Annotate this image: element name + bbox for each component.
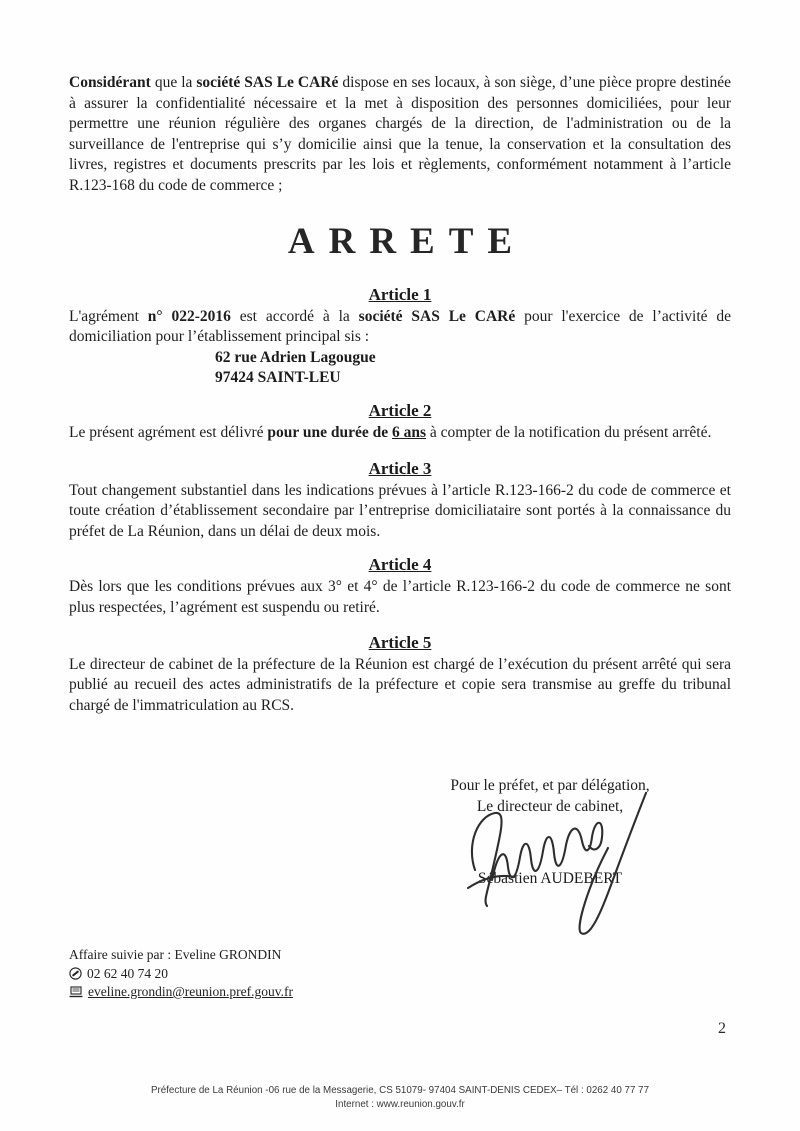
considerant-lead: Considérant [69, 74, 151, 91]
phone-icon [69, 967, 82, 980]
footer-address-line: Préfecture de La Réunion -06 rue de la Messagerie, CS 51079- 97404 SAINT-DENIS CEDEX– Tél : 0262 40 77 77 [150, 1085, 650, 1096]
company-name: société SAS Le CARé [196, 74, 339, 91]
email-address: eveline.grondin@reunion.pref.gouv.fr [88, 984, 293, 999]
article-3-heading: Article 3 [368, 458, 432, 478]
article-5-text: Le directeur de cabinet de la préfecture de la Réunion est chargé de l’exécution du présent arrêté qui sera publié au recueil des actes administratifs de la préfecture et copie sera transmise au greffe du tribunal chargé de l'immatriculation au RCS. [69, 655, 731, 714]
signatory-name: Sébastien AUDEBERT [477, 870, 623, 887]
arrete-title: ARRETE [287, 220, 527, 262]
article-1-text: L'agrément n° 022-2016 est accordé à la société SAS Le CARé pour l'exercice de l’activité de domiciliation pour l’établissement principal sis : [69, 307, 731, 346]
article-2-text: Le présent agrément est délivré pour une durée de 6 ans à compter de la notification du présent arrêté. [69, 423, 712, 441]
article-4-text: Dès lors que les conditions prévues aux 3° et 4° de l’article R.123-166-2 du code de commerce ne sont plus respectées, l’agrément est suspendu ou retiré. [69, 578, 731, 616]
document-body [69, 73, 731, 716]
signature-function-line: Le directeur de cabinet, [476, 797, 624, 815]
phone-number: 02 62 40 74 20 [87, 965, 168, 981]
footer [0, 1084, 800, 1112]
article-5-heading: Article 5 [368, 632, 432, 652]
agrement-number: n° 022-2016 [147, 307, 231, 325]
footer-internet-line: Internet : www.reunion.gouv.fr [335, 1099, 465, 1110]
contact-block [69, 946, 293, 1002]
signature-delegation-line: Pour le préfet, et par délégation, [450, 777, 650, 794]
establishment-address [215, 348, 731, 389]
article-4-heading: Article 4 [368, 555, 432, 575]
address-city: 97424 SAINT-LEU [215, 369, 341, 387]
signature-block [400, 776, 700, 890]
email-icon [69, 986, 83, 998]
considerant-paragraph: Considérant que la société SAS Le CARé dispose en ses locaux, à son siège, d’une pièce propre destinée à assurer la confidentialité nécessaire et la met à disposition des personnes domiciliées, pour leur permettre une réunion régulière des organes chargés de la direction, de l'administration ou de la surveillance de l'entreprise qui s’y domicilie ainsi que la tenue, la conservation et la consultation des livres, registres et documents prescrits par les lois et règlements, conformément notamment à l’article R.123-168 du code de commerce ; [69, 74, 731, 194]
duration-value: 6 ans [392, 423, 427, 441]
article-3-text: Tout changement substantiel dans les indications prévues à l’article R.123-166-2 du code de commerce et toute création d’établissement secondaire par l’entreprise domiciliataire sont portés à la connaissance du préfet de La Réunion, dans un délai de deux mois. [69, 481, 731, 540]
case-handler-line: Affaire suivie par : Eveline GRONDIN [69, 947, 282, 962]
company-name: société SAS Le CARé [358, 307, 516, 325]
address-street: 62 rue Adrien Lagougue [215, 348, 376, 366]
article-2-heading: Article 2 [368, 400, 432, 420]
page-number: 2 [718, 1020, 726, 1037]
article-1-heading: Article 1 [368, 284, 432, 304]
